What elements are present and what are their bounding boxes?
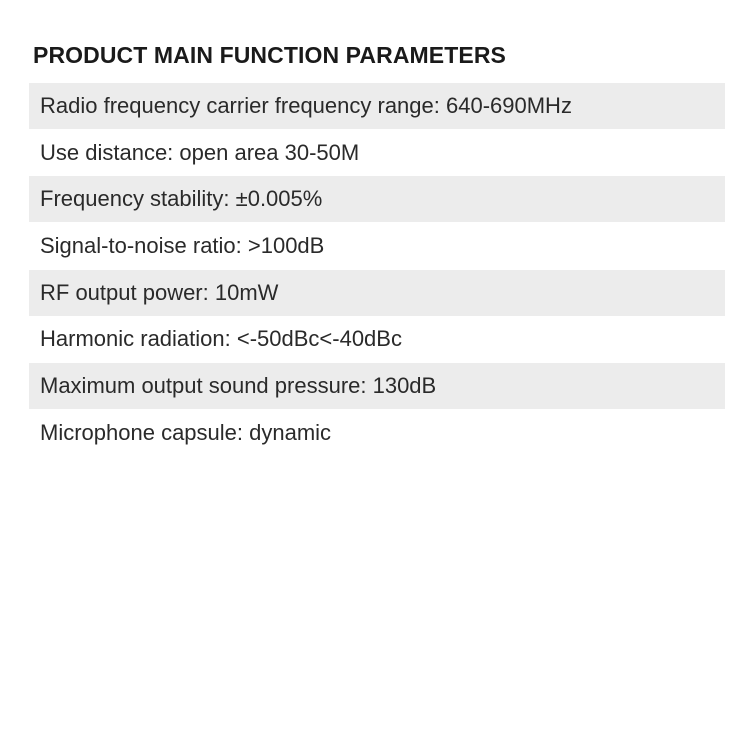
parameter-row-frequency-stability: Frequency stability: ±0.005% [29,176,725,222]
page-title: PRODUCT MAIN FUNCTION PARAMETERS [33,42,506,68]
parameter-row-harmonic-radiation: Harmonic radiation: <-50dBc<-40dBc [40,326,402,352]
parameter-list [29,83,725,457]
parameter-row-use-distance: Use distance: open area 30-50M [40,139,360,165]
parameter-row-frequency-range: Radio frequency carrier frequency range: 640-690MHz [29,83,725,129]
parameter-row-microphone-capsule: Microphone capsule: dynamic [40,419,332,445]
parameter-row-signal-to-noise: Signal-to-noise ratio: >100dB [40,233,325,259]
parameter-row-rf-output-power: RF output power: 10mW [29,270,725,316]
parameter-row-max-sound-pressure: Maximum output sound pressure: 130dB [29,363,725,409]
